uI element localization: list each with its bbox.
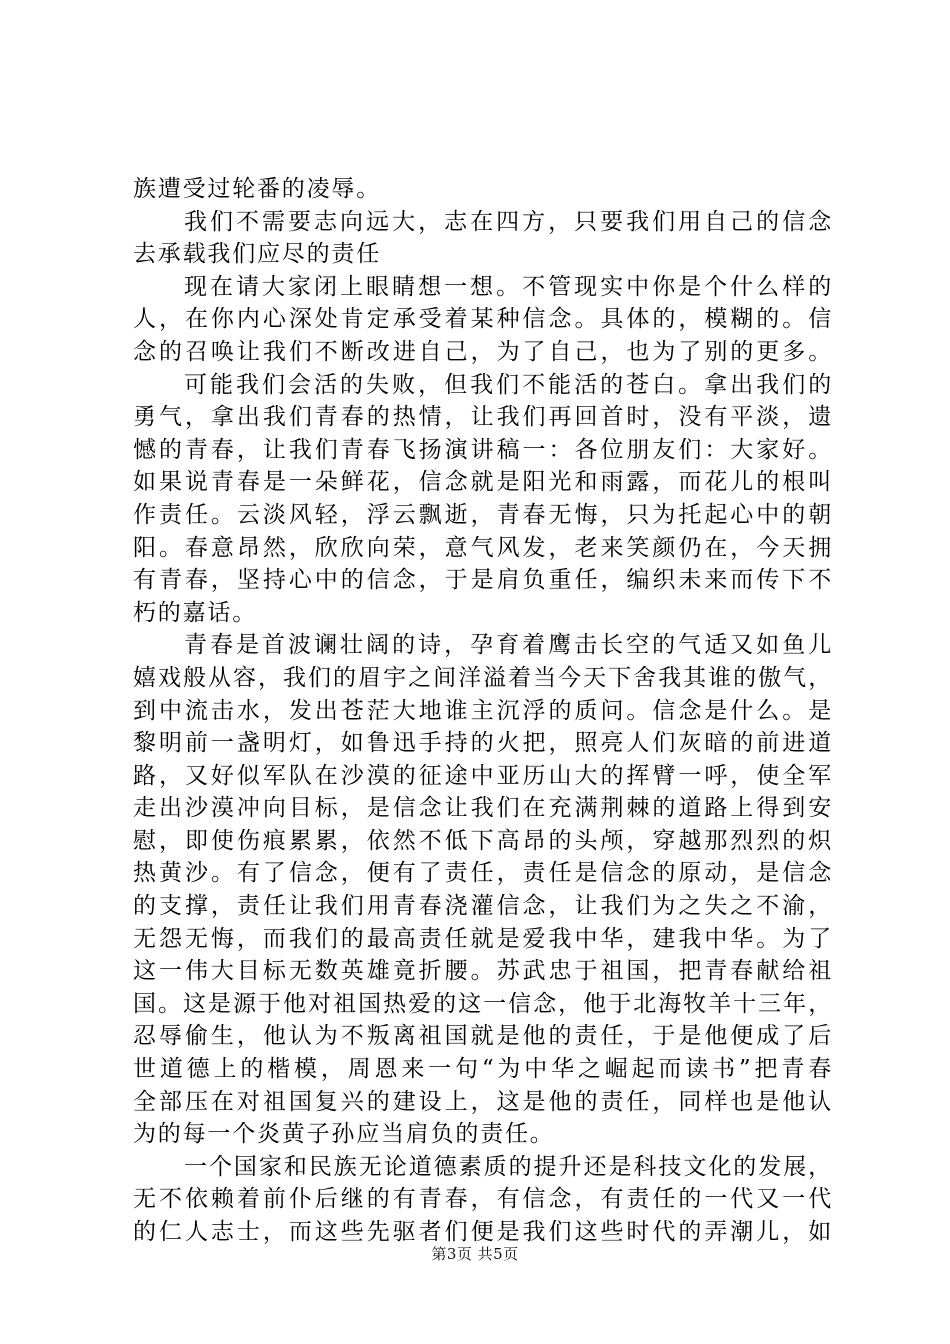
- page-number-label: 第3页 共5页: [431, 1245, 519, 1263]
- text-line: 青春是首波谰壮阔的诗，孕育着鹰击长空的气适又如鱼儿: [184, 632, 833, 659]
- text-line: 去承载我们应尽的责任: [133, 241, 381, 268]
- text-line: 勇气，拿出我们青春的热情，让我们再回首时，没有平淡，遗: [133, 404, 833, 431]
- text-line: 可能我们会活的失败，但我们不能活的苍白。拿出我们的: [184, 371, 833, 398]
- page-footer: [0, 1244, 950, 1264]
- text-line: 世道德上的楷模，周恩来一句“为中华之崛起而读书”把青春: [133, 1056, 833, 1083]
- text-line: 路，又好似军队在沙漠的征途中亚历山大的挥臂一呼，使全军: [133, 762, 833, 789]
- text-line: 到中流击水，发出苍茫大地谁主沉浮的质问。信念是什么。是: [133, 697, 833, 724]
- text-line: 一个国家和民族无论道德素质的提升还是科技文化的发展，: [184, 1153, 833, 1180]
- text-line: 憾的青春，让我们青春飞扬演讲稿一：各位朋友们：大家好。: [133, 436, 833, 463]
- text-line: 国。这是源于他对祖国热爱的这一信念，他于北海牧羊十三年，: [133, 990, 833, 1017]
- text-line: 全部压在对祖国复兴的建设上，这是他的责任，同样也是他认: [133, 1088, 833, 1115]
- text-line: 黎明前一盏明灯，如鲁迅手持的火把，照亮人们灰暗的前进道: [133, 730, 833, 757]
- text-line: 走出沙漠冲向目标，是信念让我们在充满荆棘的道路上得到安: [133, 795, 833, 822]
- text-line: 现在请大家闭上眼睛想一想。不管现实中你是个什么样的: [184, 273, 833, 300]
- text-line: 的支撑，责任让我们用青春浇灌信念，让我们为之失之不渝，: [133, 893, 833, 920]
- text-line: 这一伟大目标无数英雄竟折腰。苏武忠于祖国，把青春献给祖: [133, 958, 833, 985]
- text-line: 有青春，坚持心中的信念，于是肩负重任，编织未来而传下不: [133, 567, 833, 594]
- text-line: 热黄沙。有了信念，便有了责任，责任是信念的原动，是信念: [133, 860, 833, 887]
- text-line: 朽的嘉话。: [133, 599, 257, 626]
- text-line: 忍辱偷生，他认为不叛离祖国就是他的责任，于是他便成了后: [133, 1023, 833, 1050]
- text-line: 念的召唤让我们不断改进自己，为了自己，也为了别的更多。: [133, 338, 833, 365]
- text-line: 作责任。云淡风轻，浮云飘逝，青春无悔，只为托起心中的朝: [133, 501, 833, 528]
- text-line: 嬉戏般从容，我们的眉宇之间洋溢着当今天下舍我其谁的傲气，: [133, 664, 833, 691]
- text-line: 的仁人志士，而这些先驱者们便是我们这些时代的弄潮儿，如: [133, 1219, 833, 1245]
- text-line: 无怨无悔，而我们的最高责任就是爱我中华，建我中华。为了: [133, 925, 833, 952]
- text-line: 为的每一个炎黄子孙应当肩负的责任。: [133, 1121, 555, 1148]
- text-line: 我们不需要志向远大，志在四方，只要我们用自己的信念: [184, 208, 833, 235]
- text-line: 无不依赖着前仆后继的有青春，有信念，有责任的一代又一代: [133, 1186, 833, 1213]
- text-line: 阳。春意昂然，欣欣向荣，意气风发，老来笑颜仍在，今天拥: [133, 534, 833, 561]
- body-text: [133, 173, 833, 1249]
- text-line: 人，在你内心深处肯定承受着某种信念。具体的，模糊的。信: [133, 306, 833, 333]
- text-line: 族遭受过轮番的凌辱。: [133, 176, 381, 202]
- text-line: 如果说青春是一朵鲜花，信念就是阳光和雨露，而花儿的根叫: [133, 469, 833, 496]
- text-line: 慰，即使伤痕累累，依然不低下高昂的头颅，穿越那烈烈的炽: [133, 827, 833, 854]
